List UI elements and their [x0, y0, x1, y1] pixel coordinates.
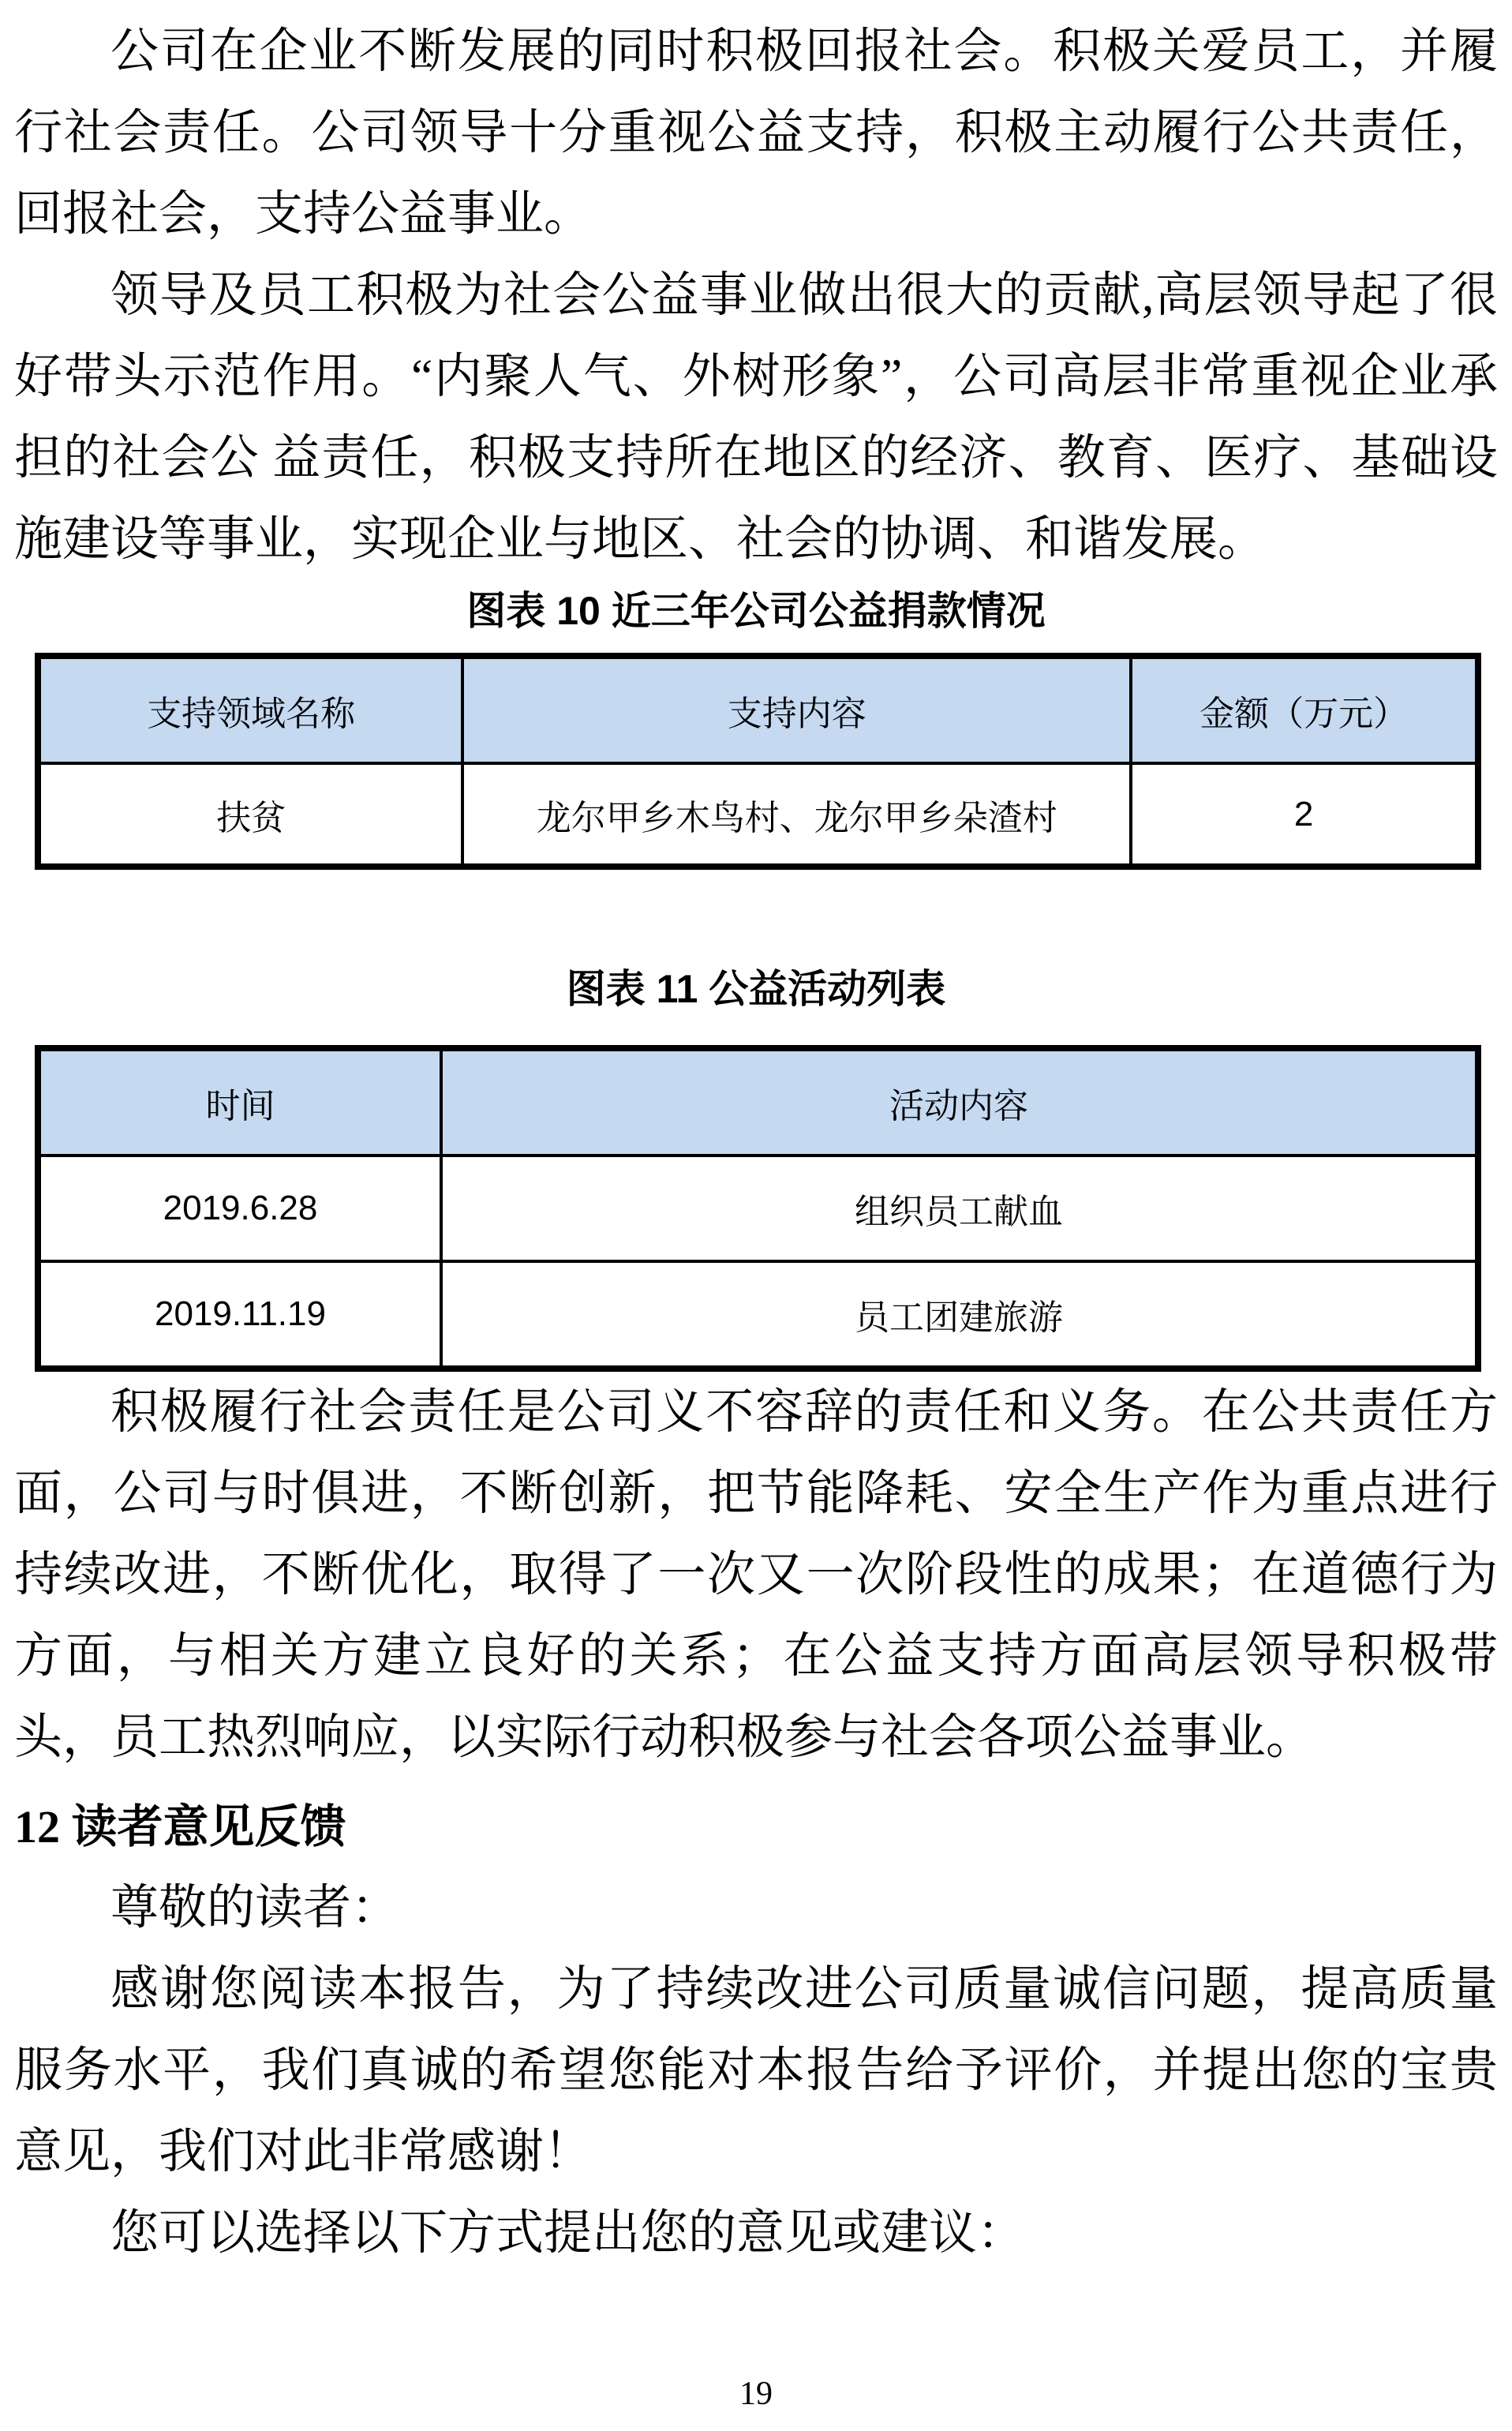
- section-heading-reader-feedback: 12 读者意见反馈: [14, 1801, 346, 1852]
- activity-cell-time: 2019.11.19: [38, 1261, 441, 1369]
- donation-cell-field: 扶贫: [38, 763, 462, 867]
- activity-table-header-row: [38, 1048, 1478, 1156]
- paragraph-csr-intro: 公司在企业不断发展的同时积极回报社会。积极关爱员工，并履行社会责任。公司领导十分重视公益支持，积极主动履行公共责任，回报社会，支持公益事业。: [14, 25, 1498, 241]
- paragraph-dear-reader: 尊敬的读者：: [110, 1882, 400, 1935]
- donation-cell-amount: 2: [1131, 763, 1478, 867]
- activity-table-row: [38, 1156, 1478, 1261]
- donation-table: [35, 653, 1481, 870]
- activity-cell-content: 员工团建旅游: [441, 1261, 1478, 1369]
- donation-table-row: [38, 763, 1478, 867]
- activity-table: [35, 1045, 1481, 1372]
- table11-caption: 图表 11 公益活动列表: [566, 967, 946, 1011]
- activity-header-time: 时间: [38, 1048, 441, 1156]
- activity-table-row: [38, 1261, 1478, 1369]
- activity-header-content: 活动内容: [441, 1048, 1478, 1156]
- donation-header-amount: 金额（万元）: [1131, 656, 1478, 763]
- donation-cell-content: 龙尔甲乡木鸟村、龙尔甲乡朵渣村: [462, 763, 1131, 867]
- paragraph-feedback-options: 您可以选择以下方式提出您的意见或建议：: [110, 2207, 1026, 2260]
- activity-cell-content: 组织员工献血: [441, 1156, 1478, 1261]
- donation-table-header-row: [38, 656, 1478, 763]
- donation-header-content: 支持内容: [462, 656, 1131, 763]
- paragraph-responsibility: 积极履行社会责任是公司义不容辞的责任和义务。在公共责任方面，公司与时俱进，不断创新，把节能降耗、安全生产作为重点进行持续改进，不断优化，取得了一次又一次阶段性的成果；在道德行为方面，与相关方建立良好的关系；在公益支持方面高层领导积极带头，员工热烈响应，以实际行动积极参与社会各项公益事业。: [14, 1386, 1498, 1764]
- table10-caption: 图表 10 近三年公司公益捐款情况: [466, 589, 1046, 633]
- paragraph-leadership: 领导及员工积极为社会公益事业做出很大的贡献,高层领导起了很好带头示范作用。“内聚人气、外树形象”，公司高层非常重视企业承担的社会公 益责任，积极支持所在地区的经济、教育、医疗、基础设施建设等事业，实现企业与地区、社会的协调、和谐发展。: [14, 269, 1498, 566]
- donation-header-field: 支持领域名称: [38, 656, 462, 763]
- paragraph-thanks: 感谢您阅读本报告，为了持续改进公司质量诚信问题，提高质量服务水平，我们真诚的希望您能对本报告给予评价，并提出您的宝贵意见，我们对此非常感谢！: [14, 1963, 1498, 2178]
- page-number: 19: [739, 2376, 773, 2412]
- activity-cell-time: 2019.6.28: [38, 1156, 441, 1261]
